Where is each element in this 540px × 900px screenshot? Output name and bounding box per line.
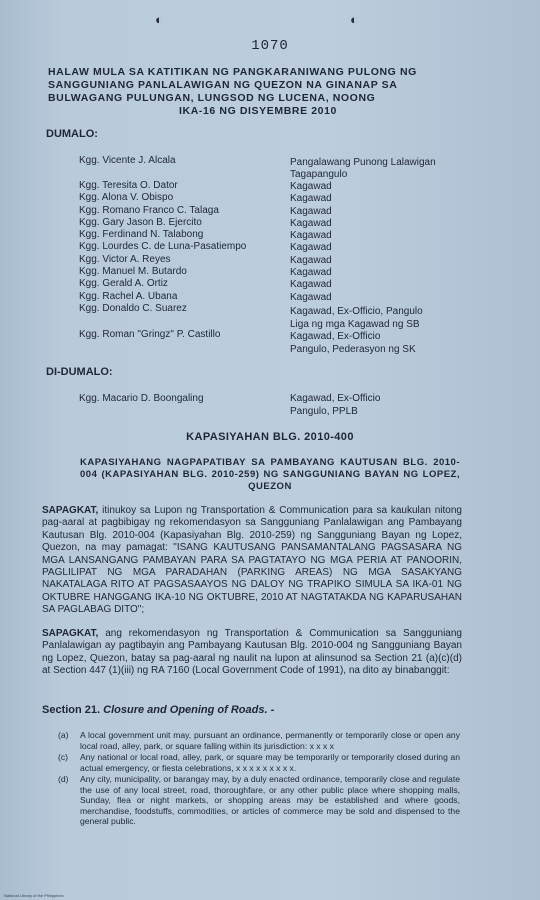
present-member-name: Kgg. Roman "Gringz" P. Castillo bbox=[79, 329, 221, 340]
present-member-name: Kgg. Teresita O. Dator bbox=[79, 180, 178, 191]
page-number: 1070 bbox=[251, 38, 289, 54]
whereas-paragraph-1 bbox=[42, 505, 462, 617]
clause-text: A local government unit may, pursuant an ordinance, permanently or temporarily close or open any local road, alley, park, or square falling within its jurisdiction: x x x x bbox=[80, 730, 460, 751]
present-member-role: Kagawad bbox=[290, 242, 332, 253]
present-member-name: Kgg. Rachel A. Ubana bbox=[79, 291, 178, 302]
clause-text: Any national or local road, alley, park, or square may be temporarily or temporarily closed during an actual emergency, or fiesta celebrations, x x x x x x x x x. bbox=[80, 752, 460, 773]
present-member-role: Pangalawang Punong Lalawigan bbox=[290, 157, 436, 168]
whereas-lead: SAPAGKAT, bbox=[42, 505, 99, 516]
binder-hole-left-icon: ◐ bbox=[155, 12, 163, 27]
present-member-name: Kgg. Victor A. Reyes bbox=[79, 254, 171, 265]
present-member-role: Kagawad bbox=[290, 279, 332, 290]
whereas-lead: SAPAGKAT, bbox=[42, 628, 99, 639]
clause-label: (a) bbox=[58, 730, 69, 740]
present-member-role: Kagawad bbox=[290, 193, 332, 204]
clause-label: (c) bbox=[58, 752, 69, 762]
section-number: Section 21. bbox=[42, 704, 101, 716]
present-member-role: Kagawad bbox=[290, 206, 332, 217]
present-member-role: Kagawad, Ex-Officio, Pangulo bbox=[290, 306, 423, 317]
present-member-role: Kagawad bbox=[290, 255, 332, 266]
present-member-name: Kgg. Ferdinand N. Talabong bbox=[79, 229, 204, 240]
present-member-role: Kagawad bbox=[290, 230, 332, 241]
present-member-role: Kagawad bbox=[290, 292, 332, 303]
present-member-role: Kagawad bbox=[290, 267, 332, 278]
present-member-role-2: Tagapangulo bbox=[290, 169, 348, 180]
heading-line-3: BULWAGANG PULUNGAN, LUNGSOD NG LUCENA, NOONG bbox=[48, 92, 376, 104]
present-member-name: Kgg. Lourdes C. de Luna-Pasatiempo bbox=[79, 241, 247, 252]
resolution-title: KAPASIYAHAN BLG. 2010-400 bbox=[186, 431, 354, 443]
absent-member-role-2: Pangulo, PPLB bbox=[290, 406, 358, 417]
footer-stamp: National Library of the Philippines bbox=[4, 893, 64, 898]
whereas-text: itinukoy sa Lupon ng Transportation & Communication para sa kaukulan nitong pag-aaral at pagbibigay ng rekomendasyon sa Sangguniang Panlalawigan ang Pambayang Kautusan Blg. 2010-004 (Kapasiyahan Blg. 2010-259) ng Sangguniang Bayan ng Lopez, Quezon, na may pamagat: "ISANG KAUTUSANG PANSAMANTALANG PAGSASARA NG MGA LANSANGANG PAMBAYAN PARA SA PAGTATAYO NG MGA PERIA AT PANOORIN, PAGLILIPAT NG MGA PARADAHAN (PARKING AREAS) NG MGA SASAKYANG NAKATALAGA RITO AT PAGSASAAYOS NG DALOY NG TRAPIKO SIMULA SA IKA-01 NG OKTUBRE HANGGANG IKA-10 NG OKTUBRE, 2010 AT NAGTATAKDA NG KAPARUSAHAN SA PAGLABAG DITO"; bbox=[42, 505, 462, 616]
present-member-name: Kgg. Manuel M. Butardo bbox=[79, 266, 187, 277]
present-member-name: Kgg. Vicente J. Alcala bbox=[79, 155, 176, 166]
minutes-heading bbox=[48, 66, 468, 118]
section-title: Closure and Opening of Roads. - bbox=[103, 704, 275, 716]
heading-line-1: HALAW MULA SA KATITIKAN NG PANGKARANIWANG PULONG NG bbox=[48, 66, 417, 78]
heading-line-4: IKA-16 NG DISYEMBRE 2010 bbox=[179, 105, 337, 117]
resolution-subtitle: KAPASIYAHANG NAGPAPATIBAY SA PAMBAYANG KAUTUSAN BLG. 2010-004 (KAPASIYAHAN BLG. 2010-259) NG SANGGUNIANG BAYAN NG LOPEZ, QUEZON bbox=[80, 457, 460, 492]
present-member-name: Kgg. Alona V. Obispo bbox=[79, 192, 174, 203]
present-member-role-2: Liga ng mga Kagawad ng SB bbox=[290, 319, 420, 330]
clause-label: (d) bbox=[58, 774, 69, 784]
present-member-role-2: Pangulo, Pederasyon ng SK bbox=[290, 344, 416, 355]
present-member-name: Kgg. Gerald A. Ortiz bbox=[79, 278, 168, 289]
present-label: DUMALO: bbox=[46, 128, 98, 140]
present-member-role: Kagawad bbox=[290, 181, 332, 192]
present-member-name: Kgg. Romano Franco C. Talaga bbox=[79, 205, 219, 216]
section-heading bbox=[42, 704, 274, 716]
absent-member-name: Kgg. Macario D. Boongaling bbox=[79, 393, 204, 404]
present-member-name: Kgg. Donaldo C. Suarez bbox=[79, 303, 187, 314]
present-member-name: Kgg. Gary Jason B. Ejercito bbox=[79, 217, 202, 228]
clause-text: Any city, municipality, or barangay may, by a duly enacted ordinance, temporarily close and regulate the use of any local street, road, thoroughfare, or any other public place where shopping malls, Sunday, flea or night markets, or shopping areas may be established and where goods, merchandise, foodstuffs, commodities, or articles of commerce may be sold and dispensed to the general public. bbox=[80, 774, 460, 827]
binder-hole-right-icon: ◐ bbox=[350, 12, 358, 27]
present-member-role: Kagawad, Ex-Officio bbox=[290, 331, 381, 342]
whereas-text: ang rekomendasyon ng Transportation & Communication sa Sangguniang Panlalawigan ay pagtibayin ang Pambayang Kautusan Blg. 2010-004 ng Sangguniang Bayan ng Lopez, Quezon, batay sa pag-aaral ng naulit na lupon at alinsunod sa Section 21 (a)(c)(d) at Section 447 (1)(iii) ng RA 7160 (Local Government Code of 1991), na dito ay binabanggit: bbox=[42, 628, 462, 677]
heading-line-2: SANGGUNIANG PANLALAWIGAN NG QUEZON NA GINANAP SA bbox=[48, 79, 398, 91]
present-member-role: Kagawad bbox=[290, 218, 332, 229]
absent-member-role: Kagawad, Ex-Officio bbox=[290, 393, 381, 404]
absent-label: DI-DUMALO: bbox=[46, 366, 113, 378]
whereas-paragraph-2 bbox=[42, 628, 462, 678]
